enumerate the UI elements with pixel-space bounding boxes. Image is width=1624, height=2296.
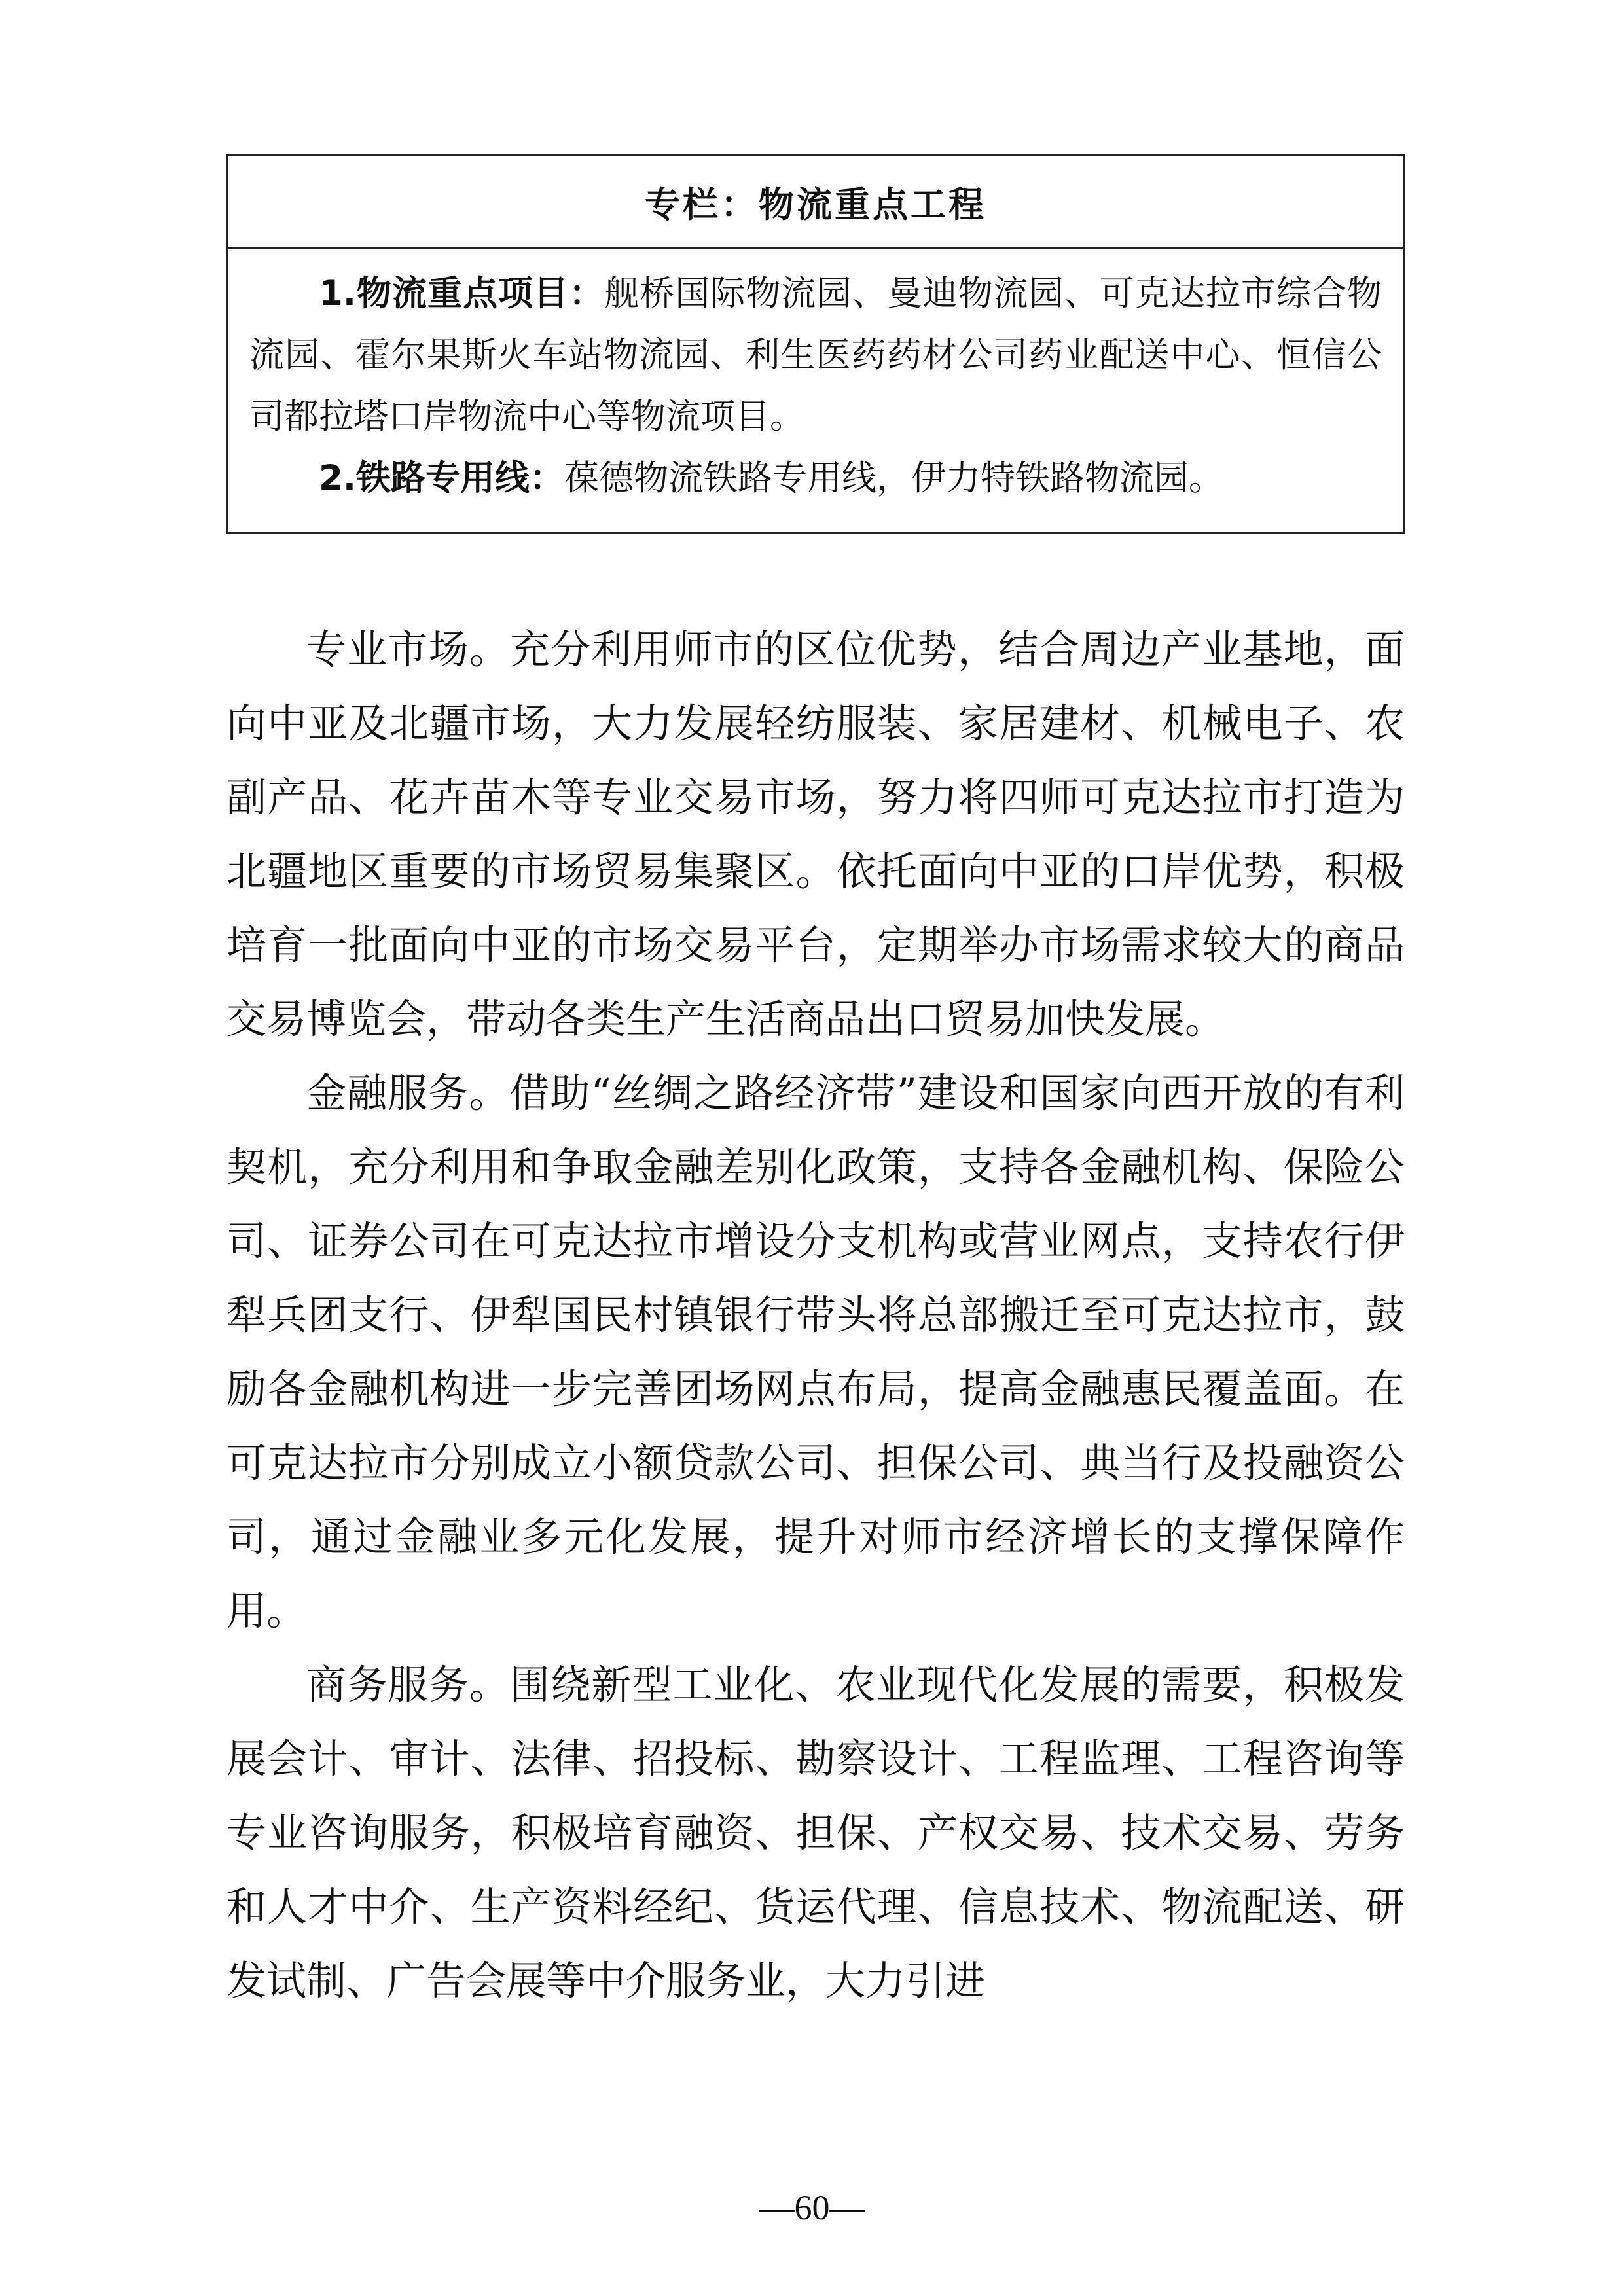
feature-box xyxy=(226,154,1405,534)
paragraph-business xyxy=(226,1648,1405,2018)
feature-item xyxy=(249,448,1382,509)
paragraph-market xyxy=(226,613,1405,1056)
feature-item xyxy=(249,263,1382,448)
feature-item-text: 葆德物流铁路专用线，伊力特铁路物流园。 xyxy=(564,458,1224,498)
paragraph-label: 商务服务 xyxy=(306,1662,469,1708)
feature-box-title: 专栏：物流重点工程 xyxy=(645,183,986,225)
body-text xyxy=(226,613,1405,2018)
page-number: —60— xyxy=(759,2188,865,2227)
paragraph-finance xyxy=(226,1056,1405,1648)
paragraph-text: 。围绕新型工业化、农业现代化发展的需要，积极发展会计、审计、法律、招投标、勘察设计、工程监理、工程咨询等专业咨询服务，积极培育融资、担保、产权交易、技术交易、劳务和人才中介、生产资料经纪、货运代理、信息技术、物流配送、研发试制、广告会展等中介服务业，大力引进 xyxy=(226,1662,1405,2004)
paragraph-label: 金融服务 xyxy=(306,1070,469,1117)
feature-item-label: 1.物流重点项目： xyxy=(319,274,605,314)
feature-item-text: 舰桥国际物流园、曼迪物流园、可克达拉市综合物流园、霍尔果斯火车站物流园、利生医药药材公司药业配送中心、恒信公司都拉塔口岸物流中心等物流项目。 xyxy=(249,274,1382,437)
feature-item-label: 2.铁路专用线： xyxy=(319,458,565,498)
feature-box-body xyxy=(228,249,1403,509)
feature-box-header xyxy=(228,156,1403,249)
paragraph-label: 专业市场 xyxy=(306,626,469,673)
paragraph-text: 。借助“丝绸之路经济带”建设和国家向西开放的有利契机，充分利用和争取金融差别化政策，支持各金融机构、保险公司、证券公司在可克达拉市增设分支机构或营业网点，支持农行伊犁兵团支行、伊犁国民村镇银行带头将总部搬迁至可克达拉市，鼓励各金融机构进一步完善团场网点布局，提高金融惠民覆盖面。在可克达拉市分别成立小额贷款公司、担保公司、典当行及投融资公司，通过金融业多元化发展，提升对师市经济增长的支撑保障作用。 xyxy=(226,1070,1405,1634)
paragraph-text: 。充分利用师市的区位优势，结合周边产业基地，面向中亚及北疆市场，大力发展轻纺服装、家居建材、机械电子、农副产品、花卉苗木等专业交易市场，努力将四师可克达拉市打造为北疆地区重要的市场贸易集聚区。依托面向中亚的口岸优势，积极培育一批面向中亚的市场交易平台，定期举办市场需求较大的商品交易博览会，带动各类生产生活商品出口贸易加快发展。 xyxy=(226,626,1405,1043)
